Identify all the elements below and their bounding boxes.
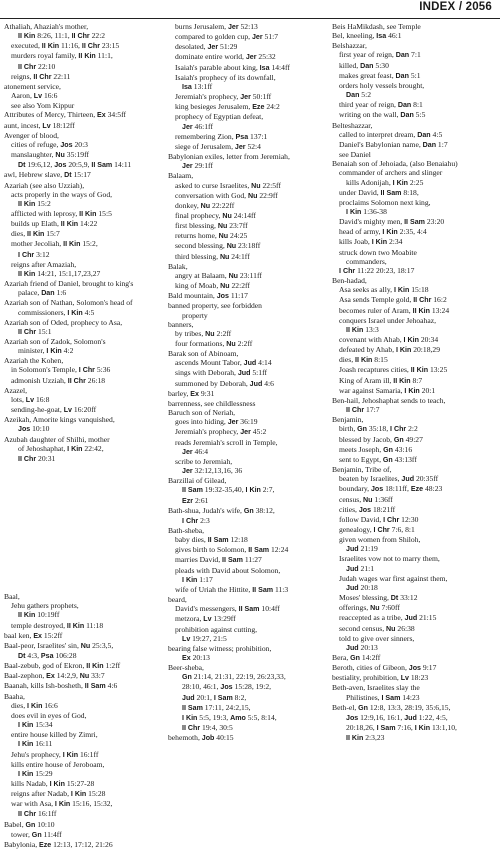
index-entry-line: 28:10, 46:1, Jos 15:28, 19:2, [182, 682, 272, 692]
index-entry-line: barrenness, see childlessness [168, 398, 256, 408]
index-entry-line: King of Aram ill, II Kin 8:7 [339, 375, 423, 385]
index-entry-line: Jud 20:1, I Sam 8:2, [182, 692, 247, 702]
index-column-2 [168, 22, 326, 743]
index-entry-line: Athaliah, Ahaziah's mother, [4, 22, 89, 31]
index-entry-line: becomes ruler of Aram, II Kin 13:24 [339, 305, 450, 315]
index-entry-line: II Chr 22:10 [18, 61, 56, 71]
index-entry-line: Philistines, I Sam 14:23 [346, 692, 420, 702]
index-entry-line: by tribes, Nu 2:2ff [175, 328, 232, 338]
index-entry-line: dies, II Kin 8:15 [339, 355, 388, 365]
index-entry-line: baal ken, Ex 15:2ff [4, 630, 63, 640]
index-entry-line: four formations, Nu 2:2ff [175, 339, 253, 348]
index-entry-line: Ex 20:13 [182, 653, 210, 662]
index-entry-line: murders royal family, II Kin 11:1, [11, 51, 113, 61]
index-entry-line: Attributes of Mercy, Thirteen, Ex 34:5ff [4, 110, 127, 120]
index-entry-line: entire house killed by Zimri, [11, 730, 98, 740]
index-entry-line: banners, [168, 319, 194, 329]
index-entry-line: Jeremiah's prophecy, Jer 45:2 [175, 427, 267, 437]
index-entry-line: Isaiah's prophecy of its downfall, [175, 72, 276, 82]
index-entry-line: Barzillai of Gilead, [168, 476, 227, 486]
page-header [0, 0, 500, 19]
index-entry-line: kills Joab, I Kin 2:34 [339, 237, 403, 247]
index-entry-line: sent to Egypt, Gn 43:13ff [339, 454, 417, 464]
index-entry-line: scribe to Jeremiah, [175, 456, 233, 466]
index-entry-line: Beer-sheba, [168, 663, 204, 673]
index-entry-line: II Kin 15:2 [18, 198, 51, 208]
index-entry-line: David's mighty men, II Sam 23:20 [339, 217, 445, 227]
index-entry-line: kills entire house of Jeroboam, [11, 759, 105, 769]
index-entry-line: reigns after Nadab, I Kin 15:28 [11, 789, 106, 799]
index-entry-line: Jud 20:18 [346, 582, 378, 592]
index-entry-line: does evil in eyes of God, [11, 710, 87, 720]
index-entry-line: beaten by Israelites, Jud 20:35ff [339, 474, 439, 484]
index-entry-line: Babylonia, Eze 12:13, 17:12, 21:26 [4, 839, 113, 849]
index-entry-line: I Kin 15:29 [18, 768, 53, 778]
index-entry-line: Lv 19:27, 21:5 [182, 633, 227, 643]
index-entry-line: Benjamin, [332, 415, 364, 425]
index-entry-line: minister, I Kin 4:2 [18, 346, 74, 356]
index-entry-line: dies, I Kin 16:6 [11, 700, 58, 710]
index-entry-line: remembering Zion, Psa 137:1 [175, 131, 268, 141]
index-entry-line: Azariah (see also Uzziah), [4, 180, 85, 190]
index-entry-line: conquers Israel under Jehoahaz, [339, 315, 436, 325]
index-entry-line: prophecy of Egyptian defeat, [175, 112, 264, 122]
index-entry-line: I Chr 2:3 [182, 515, 210, 525]
index-entry-line: Belteshazzar, [332, 120, 373, 130]
index-entry-line: manslaughter, Nu 35:19ff [11, 150, 89, 160]
index-entry-line: second census, Nu 26:38 [339, 623, 415, 633]
index-entry-line: Jer 32:12,13,16, 36 [182, 466, 243, 476]
index-entry-line: third blessing, Nu 24:1ff [175, 251, 250, 261]
index-entry-line: under David, II Sam 8:18, [339, 187, 419, 197]
index-entry-line: told to give over sinners, [339, 633, 415, 643]
index-entry-line: reaccepted as a tribe, Jud 21:15 [339, 613, 437, 623]
index-entry-line: property [182, 310, 208, 320]
index-entry-line: acts properly in the ways of God, [11, 189, 113, 199]
index-entry-line: metzora, Lv 13:29ff [175, 614, 236, 624]
index-entry-line: reigns, II Chr 22:11 [11, 71, 71, 81]
index-entry-line: pleads with David about Solomon, [175, 565, 281, 575]
index-entry-line: II Chr 15:1 [18, 326, 52, 336]
index-entry-line: third year of reign, Dan 8:1 [339, 100, 423, 110]
index-entry-line: Balaam, [168, 171, 194, 181]
index-entry-line: meets Joseph, Gn 43:16 [339, 444, 413, 454]
index-entry-line: admonish Uzziah, II Chr 26:18 [11, 375, 106, 385]
index-entry-line: boundary, Jos 18:11ff, Eze 48:23 [339, 484, 443, 494]
index-entry-line: Baruch son of Neriah, [168, 408, 236, 418]
index-entry-line: prohibition against cutting, [175, 624, 258, 634]
index-entry-line: Baanah, kills Ish-bosheth, II Sam 4:6 [4, 681, 118, 691]
index-entry-line: Jer 29:1ff [182, 161, 213, 171]
index-entry-line: Israelites vow not to marry them, [339, 554, 440, 564]
index-entry-line: burns Jerusalem, Jer 52:13 [175, 22, 258, 31]
index-entry-line: proclaims Solomon next king, [339, 197, 431, 207]
index-entry-line: Jos 10:10 [18, 424, 50, 434]
index-entry-line: sending-he-goat, Lv 16:20ff [11, 405, 97, 415]
index-entry-line: siege of Jerusalem, Jer 52:4 [175, 141, 261, 151]
index-entry-line: Jud 21:1 [346, 563, 375, 573]
index-entry-line: II Kin 10:19ff [18, 610, 60, 620]
index-entry-line: Azariah friend of Daniel, brought to king's [4, 279, 134, 289]
index-entry-line: Bath-sheba, [168, 525, 205, 535]
index-entry-line: temple destroyed, II Kin 11:18 [11, 620, 104, 630]
index-entry-line: Isaiah's parable about king, Isa 14:4ff [175, 62, 290, 72]
index-entry-line: Azazel, [4, 385, 27, 395]
index-entry-line: Jeremiah's prophecy, Jer 50:1ff [175, 92, 272, 102]
index-entry-line: sings with Deborah, Jud 5:1ff [175, 368, 268, 378]
index-entry-line: Ezr 2:61 [182, 495, 209, 505]
index-entry-line: commissioners, I Kin 4:5 [18, 307, 95, 317]
index-entry-line: lots, Lv 16:8 [11, 394, 50, 404]
index-entry-line: Avenger of blood, [4, 130, 59, 140]
index-entry-line: Aaron, Lv 16:6 [11, 91, 58, 101]
index-entry-line: II Kin 13:3 [346, 324, 379, 334]
index-entry-line: makes great feast, Dan 5:1 [339, 70, 421, 80]
page-title: INDEX / 2056 [419, 1, 492, 13]
index-entry-line: birth, Gn 35:18, I Chr 2:2 [339, 424, 418, 434]
index-entry-line: II Sam 17:11, 24:2,15, [182, 702, 251, 712]
index-entry-line: I Kin 5:5, 19:3, Amo 5:5, 8:14, [182, 712, 277, 722]
index-entry-line: Baal-zebub, god of Ekron, II Kin 1:2ff [4, 661, 121, 671]
index-entry-line: II Chr 19:4, 30:5 [182, 723, 233, 733]
index-entry-line: war with Asa, I Kin 15:16, 15:32, [11, 799, 113, 809]
index-entry-line: Babel, Gn 10:10 [4, 819, 55, 829]
index-entry-line: beard, [168, 595, 187, 605]
index-entry-line: dies, II Kin 15:7 [11, 229, 60, 239]
index-entry-line: Beth-aven, Israelites slay the [332, 683, 420, 693]
index-entry-line: II Kin 8:26, 11:1, II Chr 22:2 [18, 31, 106, 41]
index-entry-line: Barak son of Abinoam, [168, 349, 239, 359]
index-entry-line: gives birth to Solomon, II Sam 12:24 [175, 545, 289, 555]
index-entry-line: I Kin 16:11 [18, 739, 53, 749]
index-entry-line: Jehu gathers prophets, [11, 601, 79, 611]
index-entry-line: kills Adonijah, I Kin 2:25 [346, 177, 424, 187]
index-entry-line: see Daniel [339, 150, 371, 160]
index-entry-line: builds up Elath, II Kin 14:22 [11, 219, 98, 229]
index-entry-line: I Kin 15:34 [18, 720, 53, 730]
index-entry-line: commanders, [346, 256, 387, 266]
index-entry-line: Ben-hadad, [332, 276, 367, 286]
index-entry-line: II Sam 19:32-35,40, I Kin 2:7, [182, 485, 275, 495]
index-entry-line: Belshazzar, [332, 41, 367, 51]
index-entry-line: Jud 20:13 [346, 642, 378, 652]
index-entry-line: Balak, [168, 261, 188, 271]
index-entry-line: reigns after Amaziah, [11, 259, 77, 269]
index-entry-line: Isa 13:1ff [182, 81, 213, 91]
index-entry-line: Daniel's Babylonian name, Dan 1:7 [339, 139, 448, 149]
index-entry-line: Beth-el, Gn 12:8, 13:3, 28:19, 35:6,15, [332, 702, 451, 712]
index-entry-line: Jos 12:9,16, 16:1, Jud 1:22, 4:5, [346, 712, 448, 722]
index-entry-line: defeated by Ahab, I Kin 20:18,29 [339, 345, 441, 355]
index-entry-line: Azubah daughter of Shilhi, mother [4, 434, 110, 444]
index-entry-line: goes into hiding, Jer 36:19 [175, 417, 258, 427]
index-entry-line: Moses' blessing, Dt 33:12 [339, 593, 418, 603]
index-entry-line: bearing false witness; prohibition, [168, 643, 272, 653]
index-entry-line: Baal, [4, 592, 20, 602]
index-entry-line: bestiality, prohibition, Lv 18:23 [332, 673, 429, 683]
index-entry-line: blessed by Jacob, Gn 49:27 [339, 434, 423, 444]
index-entry-line: behemoth, Job 40:15 [168, 733, 234, 743]
index-entry-line: war against Samaria, I Kin 20:1 [339, 385, 436, 395]
index-entry-line: offerings, Nu 7:60ff [339, 603, 400, 613]
index-entry-line: wife of Uriah the Hittite, II Sam 11:3 [175, 584, 289, 594]
index-entry-line: first blessing, Nu 23:7ff [175, 221, 248, 231]
index-entry-line: struck down two Moabite [339, 247, 417, 257]
index-entry-line: atonement service, [4, 81, 61, 91]
index-entry-line: barley, Ex 9:31 [168, 388, 215, 398]
index-entry-line: Dt 4:3, Psa 106:28 [18, 650, 77, 660]
index-entry-line: Azariah son of Oded, prophecy to Asa, [4, 317, 123, 327]
index-entry-line: Jehu's prophecy, I Kin 16:1ff [11, 749, 99, 759]
index-entry-line: donkey, Nu 22:22ff [175, 200, 235, 210]
index-entry-line: executed, II Kin 11:16, II Chr 23:15 [11, 41, 120, 51]
index-entry-line: killed, Dan 5:30 [339, 60, 389, 70]
index-entry-line: I Chr 11:22 20:23, 18:17 [339, 265, 415, 275]
index-entry-line: writing on the wall, Dan 5:5 [339, 110, 426, 120]
index-entry-line: Beroth, cities of Gibeon, Jos 9:17 [332, 663, 437, 673]
index-entry-line: banned property, see forbidden [168, 301, 262, 311]
index-entry-line: afflicted with leprosy, II Kin 15:5 [11, 208, 112, 218]
index-entry-line: Judah wages war first against them, [339, 573, 448, 583]
index-entry-line: Baal-peor, Israelites' sin, Nu 25:3,5, [4, 640, 114, 650]
index-entry-line: Benjamin, Tribe of, [332, 465, 392, 475]
index-entry-line: called to interpret dream, Dan 4:5 [339, 129, 443, 139]
index-entry-line: II Kin 14:21, 15:1,17,23,27 [18, 268, 101, 278]
index-entry-line: baby dies, II Sam 12:18 [175, 535, 248, 545]
index-entry-line: conversation with God, Nu 22:9ff [175, 190, 278, 200]
index-column-1 [4, 22, 162, 850]
index-entry-line: desolated, Jer 51:29 [175, 42, 238, 52]
index-entry-line: Dt 19:6,12, Jos 20:5,9, II Sam 14:11 [18, 160, 132, 170]
index-entry-line: see also Yom Kippur [11, 101, 75, 111]
index-entry-line: I Chr 3:12 [18, 249, 50, 259]
index-entry-line: mother Jecoliah, II Kin 15:2, [11, 239, 98, 249]
index-entry-line: king besieges Jerusalem, Eze 24:2 [175, 102, 280, 112]
index-entry-line: Beis HaMikdash, see Temple [332, 22, 421, 31]
index-entry-line: Bera, Gn 14:2ff [332, 653, 381, 662]
index-entry-line: tower, Gn 11:4ff [11, 829, 62, 839]
index-entry-line: genealogy, I Chr 7:6, 8:1 [339, 524, 415, 534]
index-entry-line: Asa seeks as ally, I Kin 15:18 [339, 285, 429, 295]
index-entry-line: Gn 21:14, 21:31, 22:19, 26:23,33, [182, 672, 286, 682]
index-entry-line: II Chr 20:31 [18, 453, 56, 463]
index-entry-line: reads Jeremiah's scroll in Temple, [175, 437, 278, 447]
index-entry-line: aunt, incest, Lv 18:12ff [4, 120, 75, 130]
index-entry-line: dominate entire world, Jer 25:32 [175, 52, 276, 62]
index-entry-line: I Kin 1:17 [182, 574, 213, 584]
index-entry-line: returns home, Nu 24:25 [175, 231, 248, 241]
index-entry-line: Benaiah son of Jehoiada, (also Benaiahu) [332, 159, 458, 169]
index-entry-line: Jer 46:4 [182, 446, 209, 456]
index-entry-line: second blessing, Nu 23:18ff [175, 241, 261, 251]
index-entry-line: final prophecy, Nu 24:14ff [175, 210, 256, 220]
index-entry-line: Azeikah, Amorite kings vanquished, [4, 415, 115, 425]
index-entry-line: head of army, I Kin 2:35, 4:4 [339, 227, 427, 237]
index-entry-line: Baaha, [4, 691, 25, 701]
index-entry-line: 20:18,26, I Sam 7:16, I Kin 13:1,10, [346, 723, 457, 733]
index-entry-line: summoned by Deborah, Jud 4:6 [175, 378, 274, 388]
index-entry-line: Asa sends Temple gold, II Chr 16:2 [339, 295, 447, 305]
index-entry-line: of Jehoshaphat, I Kin 22:42, [18, 443, 104, 453]
index-entry-line: Dan 5:2 [346, 90, 372, 100]
index-entry-line: king of Moab, Nu 22:2ff [175, 281, 250, 291]
index-entry-line: Jer 46:1ff [182, 121, 213, 131]
index-entry-line: ascends Mount Tabor, Jud 4:14 [175, 358, 272, 368]
index-entry-line: Joash recaptures cities, II Kin 13:25 [339, 365, 448, 375]
index-entry-line: in Solomon's Temple, I Chr 5:36 [11, 365, 111, 375]
index-entry-line: I Kin 1:36-38 [346, 206, 387, 216]
index-entry-line: asked to curse Israelites, Nu 22:5ff [175, 180, 281, 190]
index-entry-line: Bel, kneeling, Isa 46:1 [332, 31, 402, 41]
index-entry-line: orders holy vessels brought, [339, 80, 425, 90]
index-entry-line: compared to golden cup, Jer 51:7 [175, 32, 279, 42]
index-entry-line: angry at Balaam, Nu 23:11ff [175, 270, 262, 280]
index-entry-line: cities, Jos 18:21ff [339, 504, 396, 514]
index-entry-line: census, Nu 1:36ff [339, 494, 393, 504]
index-column-3 [332, 22, 496, 743]
index-entry-line: Azariah son of Nathan, Solomon's head of [4, 298, 133, 308]
index-entry-line: David's messengers, II Sam 10:4ff [175, 604, 280, 614]
index-entry-line: kills Nadab, I Kin 15:27-28 [11, 779, 95, 788]
index-entry-line: Babylonian exiles, letter from Jeremiah, [168, 152, 290, 162]
blank-space [4, 464, 162, 592]
index-entry-line: first year of reign, Dan 7:1 [339, 50, 421, 60]
index-entry-line: marries David, II Sam 11:27 [175, 555, 262, 565]
index-entry-line: Jud 21:19 [346, 544, 378, 554]
index-entry-line: cities of refuge, Jos 20:3 [11, 139, 88, 149]
index-entry-line: Azariah the Kohen, [4, 356, 64, 366]
index-entry-line: Baal-zephon, Ex 14:2,9, Nu 33:7 [4, 671, 105, 681]
index-entry-line: given women from Shiloh, [339, 535, 421, 545]
index-entry-line: Ben-hail, Jehoshaphat sends to teach, [332, 395, 446, 405]
index-entry-line: Azariah son of Zadok, Solomon's [4, 337, 106, 346]
index-entry-line: Bald mountain, Jos 11:17 [168, 291, 248, 301]
index-entry-line: follow David, I Chr 12:30 [339, 514, 419, 524]
index-entry-line: commander of archers and slinger [339, 168, 443, 178]
index-entry-line: awl, Hebrew slave, Dt 15:17 [4, 170, 91, 180]
index-entry-line: II Chr 17:7 [346, 405, 380, 415]
index-entry-line: II Kin 2:3,23 [346, 733, 385, 743]
index-entry-line: II Chr 16:1ff [18, 809, 57, 819]
index-entry-line: Bath-shua, Judah's wife, Gn 38:12, [168, 505, 275, 515]
index-entry-line: palace, Dan 1:6 [18, 288, 67, 298]
index-entry-line: covenant with Ahab, I Kin 20:34 [339, 335, 439, 344]
